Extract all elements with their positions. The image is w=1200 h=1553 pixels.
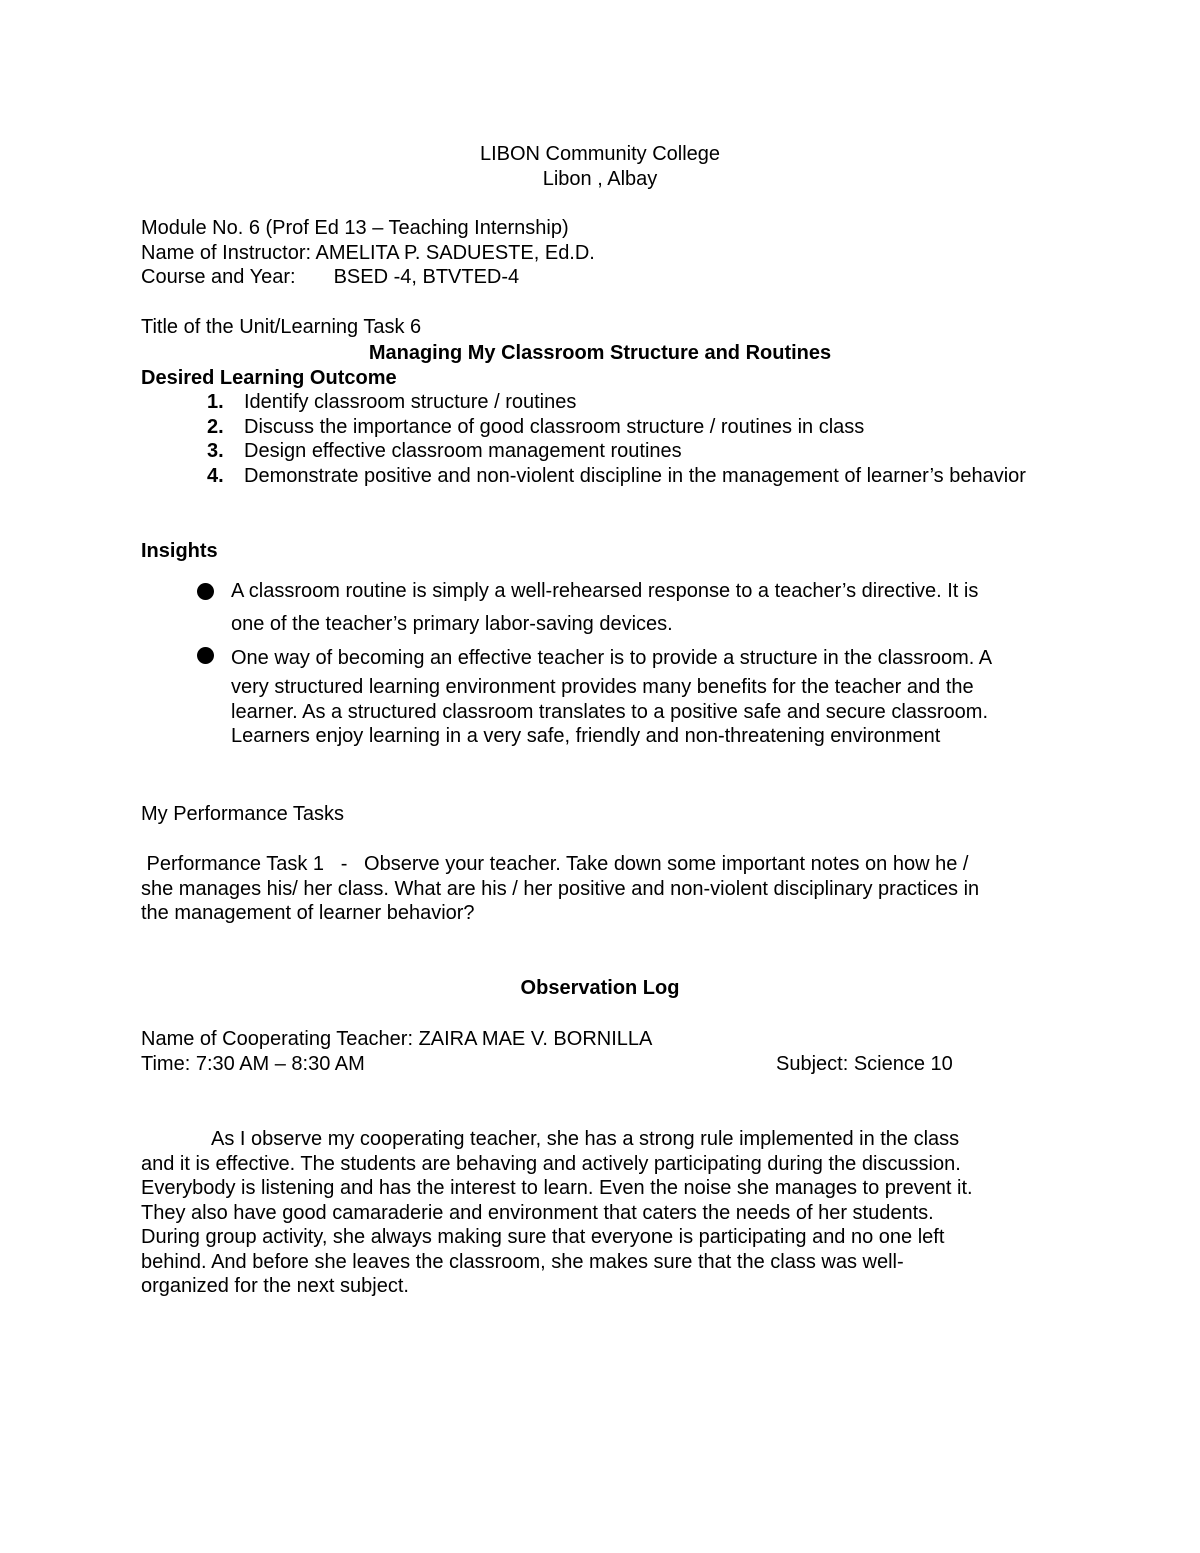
outcome-number: 3. [207,440,224,462]
outcome-text: Design effective classroom management routines [244,440,682,462]
insight-line: very structured learning environment provides many benefits for the teacher and the [231,676,974,698]
bullet-icon [197,583,214,600]
outcome-text: Identify classroom structure / routines [244,391,577,413]
task-line: the management of learner behavior? [141,902,475,924]
unit-title: Managing My Classroom Structure and Routines [368,342,832,364]
time-line: Time: 7:30 AM – 8:30 AM [141,1053,365,1075]
body-line: As I observe my cooperating teacher, she has a strong rule implemented in the class [211,1128,960,1150]
cooperating-teacher-line: Name of Cooperating Teacher: ZAIRA MAE V. BORNILLA [141,1028,653,1050]
observation-heading: Observation Log [520,977,680,999]
list-item [207,439,1027,464]
task-line: Performance Task 1 - Observe your teacher. Take down some important notes on how he / [141,853,969,875]
insight-line: A classroom routine is simply a well-rehearsed response to a teacher’s directive. It is [231,580,979,602]
insight-line: Learners enjoy learning in a very safe, friendly and non-threatening environment [231,725,941,747]
task-line: she manages his/ her class. What are his / her positive and non-violent disciplinary practices in [141,877,980,900]
subject-line: Subject: Science 10 [776,1053,953,1075]
unit-title-label: Title of the Unit/Learning Task 6 [141,316,422,338]
outcome-number: 2. [207,415,224,438]
course-value: BSED -4, BTVTED-4 [333,266,520,288]
bullet-icon [197,647,214,664]
course-label: Course and Year: [141,266,296,288]
module-line: Module No. 6 (Prof Ed 13 – Teaching Internship) [141,217,569,239]
instructor-line: Name of Instructor: AMELITA P. SADUESTE, Ed.D. [141,241,595,264]
insights-list [197,575,1067,749]
performance-task [141,852,1061,926]
outcome-number: 4. [207,464,224,487]
list-item [197,642,1067,749]
course-line [141,265,1061,290]
list-item [207,464,1027,489]
college-name: LIBON Community College [479,143,721,165]
outcomes-heading: Desired Learning Outcome [141,367,397,389]
body-line: During group activity, she always making sure that everyone is participating and no one left [141,1226,945,1248]
body-line: They also have good camaraderie and environment that caters the needs of her students. [141,1201,934,1224]
body-line: and it is effective. The students are behaving and actively participating during the discussion. [141,1152,961,1175]
insight-line: learner. As a structured classroom translates to a positive safe and secure classroom. [231,700,989,723]
observation-body [141,1127,1061,1299]
outcome-text: Demonstrate positive and non-violent discipline in the management of learner’s behavior [244,464,1026,487]
list-item [207,415,1027,440]
list-item [197,575,1067,641]
list-item [207,390,1027,415]
outcome-number: 1. [207,391,224,413]
insight-line: One way of becoming an effective teacher is to provide a structure in the classroom. A [231,647,993,669]
body-line: organized for the next subject. [141,1275,409,1297]
outcomes-list [207,390,1027,488]
insights-heading: Insights [141,540,218,562]
outcome-text: Discuss the importance of good classroom structure / routines in class [244,415,865,438]
body-line: behind. And before she leaves the classroom, she makes sure that the class was well- [141,1250,904,1273]
performance-heading: My Performance Tasks [141,803,345,825]
module-info [141,216,1061,290]
insight-line: one of the teacher’s primary labor-saving devices. [231,613,673,635]
body-line: Everybody is listening and has the interest to learn. Even the noise she manages to prevent it. [141,1177,973,1199]
college-location: Libon , Albay [542,168,658,190]
